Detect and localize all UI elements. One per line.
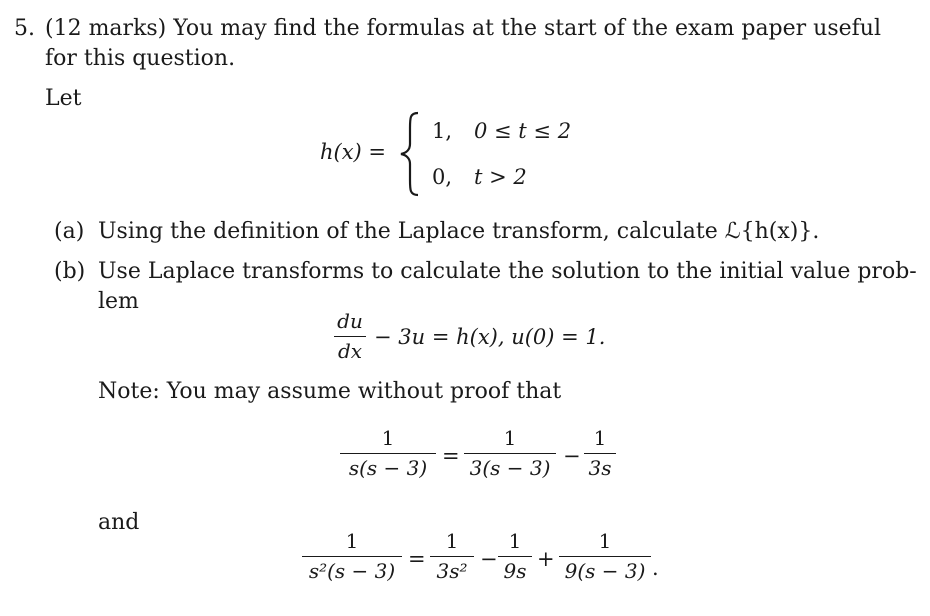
identity-1-term-1 bbox=[464, 426, 556, 480]
identity-2-minus: − bbox=[480, 547, 498, 571]
identity-2-lhs bbox=[302, 529, 402, 583]
part-b-line-2: lem bbox=[98, 289, 139, 314]
identity-1-lhs-denominator: s(s − 3) bbox=[348, 456, 428, 481]
fraction-bar bbox=[430, 556, 474, 557]
identity-1-equals: = bbox=[442, 444, 460, 468]
identity-2-term-3 bbox=[559, 529, 651, 583]
ode-derivative-fraction bbox=[334, 309, 366, 363]
identity-2-lhs-numerator: 1 bbox=[345, 529, 359, 553]
ode-rest: − 3u = h(x), u(0) = 1. bbox=[374, 325, 606, 349]
identity-2-term-3-denominator: 9(s − 3) bbox=[564, 559, 646, 584]
identity-1-term-2 bbox=[584, 426, 616, 480]
identity-1-minus: − bbox=[563, 444, 581, 468]
part-b-line-1: Use Laplace transforms to calculate the solution to the initial value prob- bbox=[98, 259, 917, 284]
identity-2-lhs-denominator: s²(s − 3) bbox=[308, 559, 396, 584]
part-a-text: Using the definition of the Laplace transform, calculate ℒ{h(x)}. bbox=[98, 219, 820, 244]
case-1-condition: 0 ≤ t ≤ 2 bbox=[474, 119, 572, 143]
question-intro-line-1: (12 marks) You may find the formulas at the start of the exam paper useful bbox=[45, 16, 881, 41]
identity-2-term-1-denominator: 3s² bbox=[436, 559, 468, 584]
identity-2-period: . bbox=[652, 556, 659, 580]
let-label: Let bbox=[45, 86, 82, 111]
part-a-label: (a) bbox=[54, 219, 85, 244]
fraction-bar bbox=[464, 453, 556, 454]
ode-denominator: dx bbox=[337, 339, 363, 364]
ode-numerator: du bbox=[337, 309, 363, 333]
note-text: Note: You may assume without proof that bbox=[98, 379, 562, 404]
part-b-label: (b) bbox=[54, 259, 86, 284]
fraction-bar bbox=[584, 453, 616, 454]
identity-1-term-1-denominator: 3(s − 3) bbox=[469, 456, 551, 481]
identity-1-term-1-numerator: 1 bbox=[503, 426, 517, 450]
identity-1-lhs bbox=[340, 426, 436, 480]
case-2-value: 0, bbox=[432, 165, 453, 189]
identity-1-term-2-numerator: 1 bbox=[593, 426, 607, 450]
fraction-bar bbox=[302, 556, 402, 557]
identity-2-plus: + bbox=[537, 547, 555, 571]
identity-1-lhs-numerator: 1 bbox=[381, 426, 395, 450]
piecewise-lhs: h(x) = bbox=[320, 140, 387, 164]
identity-2-term-3-numerator: 1 bbox=[598, 529, 612, 553]
identity-2-term-1-numerator: 1 bbox=[445, 529, 459, 553]
identity-2-term-2-denominator: 9s bbox=[503, 559, 527, 584]
case-2-condition: t > 2 bbox=[474, 165, 527, 189]
identity-1-term-2-denominator: 3s bbox=[588, 456, 612, 481]
left-brace-icon bbox=[398, 110, 424, 198]
identity-2-term-2 bbox=[498, 529, 532, 583]
fraction-bar bbox=[334, 336, 366, 337]
fraction-bar bbox=[498, 556, 532, 557]
case-1-value: 1, bbox=[432, 119, 453, 143]
question-number: 5. bbox=[14, 16, 35, 41]
identity-2-equals: = bbox=[408, 547, 426, 571]
fraction-bar bbox=[340, 453, 436, 454]
fraction-bar bbox=[559, 556, 651, 557]
and-text: and bbox=[98, 510, 140, 535]
identity-2-term-1 bbox=[430, 529, 474, 583]
identity-2-term-2-numerator: 1 bbox=[508, 529, 522, 553]
question-intro-line-2: for this question. bbox=[45, 46, 236, 71]
